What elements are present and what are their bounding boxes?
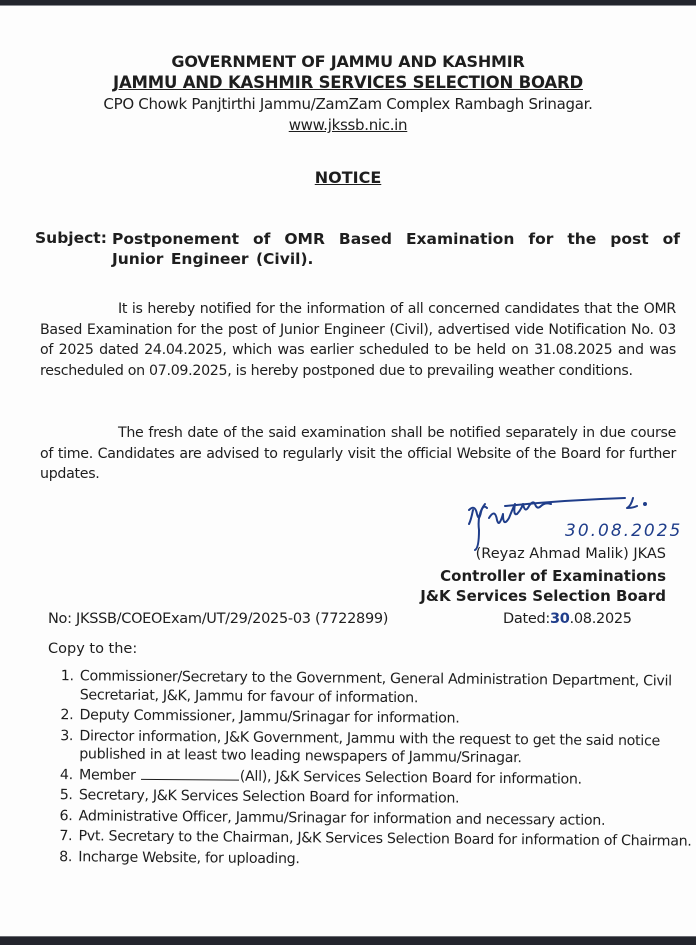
- copy-to-list: [46, 667, 696, 874]
- reference-date: [503, 611, 632, 627]
- header-board: JAMMU AND KASHMIR SERVICES SELECTION BOARD: [113, 73, 583, 92]
- copy-to-label: Copy to the:: [48, 641, 138, 657]
- body-paragraph-2: The fresh date of the said examination shall be notified separately in due course of time. Candidates are advised to regularly visit the official Website of the Board for further updates.: [40, 425, 676, 483]
- copy-to-item: [77, 766, 695, 790]
- dated-label: Dated:: [503, 611, 550, 627]
- signatory-block: [420, 566, 666, 606]
- top-edge-bar: [0, 0, 696, 6]
- signatory-designation: Controller of Examinations: [440, 567, 666, 585]
- copy-to-item: 1. Commissioner/Secretary to the Government, General Administration Department, Civil Secretariat, J&K, Jammu for favour of information.: [78, 667, 696, 709]
- copy-to-item: 5. Secretary, J&K Services Selection Board for information.: [77, 786, 695, 810]
- subject-text: Postponement of OMR Based Examination for the post of Junior Engineer (Civil).: [112, 230, 680, 268]
- body-paragraph-1: It is hereby notified for the information of all concerned candidates that the OMR Based Examination for the post of Junior Engineer (Civil), advertised vide Notification No. 03 of 2025 dated 24.04.2025, which was earlier scheduled to be held on 31.08.2025 and was rescheduled on 07.09.2025, is hereby postponed due to prevailing weather conditions.: [40, 301, 676, 379]
- signature-date: 30.08.2025: [565, 521, 683, 541]
- copy-to-item: 3. Director information, J&K Government, Jammu with the request to get the said notice published in at least two leading newspapers of Jammu/Srinagar.: [77, 727, 695, 769]
- dated-rest: .08.2025: [569, 611, 632, 627]
- bottom-edge-bar: [0, 936, 696, 945]
- signatory-organization: J&K Services Selection Board: [420, 587, 666, 605]
- copy-to-item: 2. Deputy Commissioner, Jammu/Srinagar for information.: [77, 706, 695, 730]
- signatory-name: (Reyaz Ahmad Malik) JKAS: [475, 546, 666, 562]
- subject-label: Subject:: [35, 229, 107, 247]
- signature-end-mark: [627, 498, 637, 508]
- notice-title: NOTICE: [314, 168, 382, 187]
- header-website-link[interactable]: www.jkssb.nic.in: [288, 116, 408, 134]
- dated-day-handwritten: 30: [549, 611, 570, 627]
- copy-to-item: 7. Pvt. Secretary to the Chairman, J&K Services Selection Board for information of Chairman.: [76, 827, 694, 851]
- signature-flourish-line: [505, 498, 625, 506]
- member-prefix: Member: [78, 766, 136, 784]
- blank-line: [141, 777, 239, 780]
- copy-to-item: 6. Administrative Officer, Jammu/Srinagar for information and necessary action.: [77, 807, 695, 831]
- copy-to-item: 8. Incharge Website, for uploading.: [76, 848, 694, 872]
- member-suffix: (All), J&K Services Selection Board for information.: [239, 768, 582, 788]
- header-government: GOVERNMENT OF JAMMU AND KASHMIR: [171, 52, 525, 71]
- header-address: CPO Chowk Panjtirthi Jammu/ZamZam Complex Rambagh Srinagar.: [103, 95, 593, 113]
- reference-number: No: JKSSB/COEOExam/UT/29/2025-03 (7722899): [48, 611, 389, 627]
- signature-dot: [644, 503, 646, 505]
